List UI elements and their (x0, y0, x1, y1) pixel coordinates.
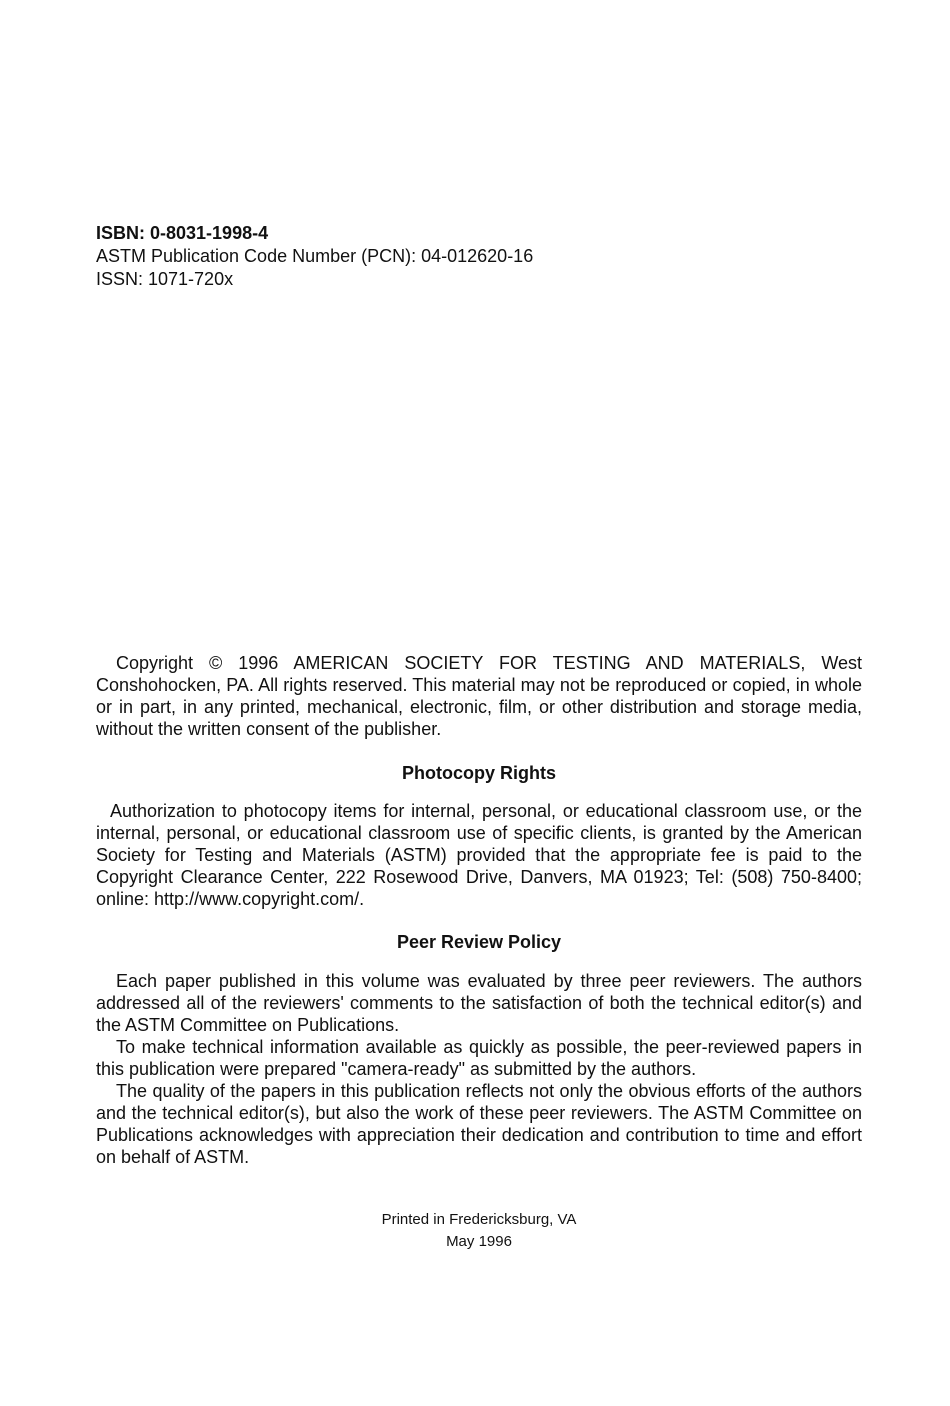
printing-info (96, 1209, 862, 1253)
peer-review-paragraph: The quality of the papers in this publication reflects not only the obvious efforts of the authors and the technical editor(s), but also the work of these peer reviewers. The ASTM Committee on Publications acknowledges with appreciation their dedication and contribution to time and effort on behalf of ASTM. (96, 1081, 862, 1167)
peer-review-heading: Peer Review Policy (396, 932, 562, 952)
photocopy-rights-text: Authorization to photocopy items for internal, personal, or educational classroom use, or the internal, personal, or educational classroom use of specific clients, is granted by the American Society for Testing and Materials (ASTM) provided that the appropriate fee is paid to the Copyright Clearance Center, 222 Rosewood Drive, Danvers, MA 01923; Tel: (508) 750-8400; online: http://www.copyright.com/. (96, 801, 862, 909)
peer-review-paragraph: To make technical information available as quickly as possible, the peer-reviewed papers in this publication were prepared "camera-ready" as submitted by the authors. (96, 1037, 862, 1079)
peer-review-text (96, 970, 862, 1168)
peer-review-paragraph: Each paper published in this volume was evaluated by three peer reviewers. The authors addressed all of the reviewers' comments to the satisfaction of both the technical editor(s) and the ASTM Committee on Publications. (96, 971, 862, 1035)
photocopy-rights-heading: Photocopy Rights (402, 763, 556, 783)
printed-date: May 1996 (446, 1233, 512, 1250)
printed-location: Printed in Fredericksburg, VA (381, 1211, 577, 1228)
pcn-line: ASTM Publication Code Number (PCN): 04-012620-16 (96, 246, 534, 266)
issn-line: ISSN: 1071-720x (96, 269, 234, 289)
isbn-line: ISBN: 0-8031-1998-4 (96, 223, 269, 243)
bibliographic-info (96, 222, 796, 291)
copyright-notice: Copyright © 1996 AMERICAN SOCIETY FOR TESTING AND MATERIALS, West Conshohocken, PA. All rights reserved. This material may not be reproduced or copied, in whole or in part, in any printed, mechanical, electronic, film, or other distribution and storage media, without the written consent of the publisher. (96, 653, 862, 739)
